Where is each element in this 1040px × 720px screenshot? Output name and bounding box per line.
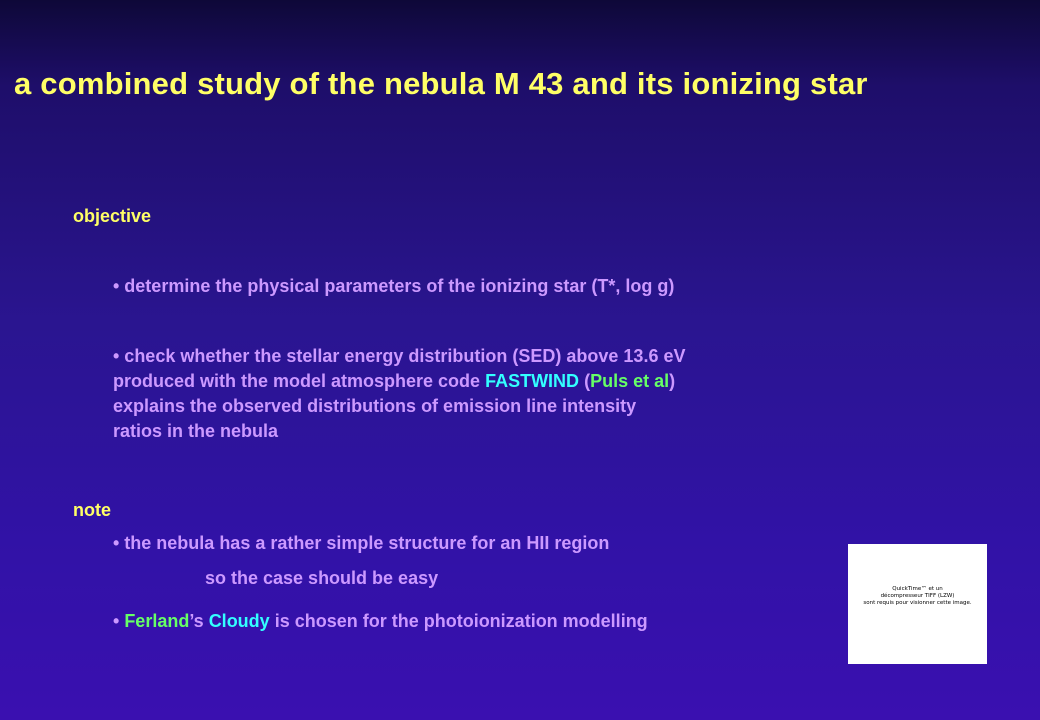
- qt-line3: sont requis pour visionner cette image.: [863, 600, 972, 606]
- fastwind-code-name: FASTWIND: [485, 371, 580, 391]
- objective-bullet-check-line1: • check whether the stellar energy distribution (SED) above 13.6 eV: [113, 346, 686, 366]
- note-bullet-structure-sub: so the case should be easy: [205, 568, 439, 588]
- paren-close: ): [669, 371, 676, 391]
- note-bullet-structure: • the nebula has a rather simple structure for an HII region: [113, 533, 610, 553]
- quicktime-placeholder-text: [850, 586, 985, 607]
- ferland-author: Ferland: [124, 611, 190, 631]
- objective-heading: objective: [73, 206, 152, 226]
- qt-line1: QuickTime™ et un: [892, 586, 943, 592]
- objective-bullet-check: [113, 344, 685, 444]
- slide-title: a combined study of the nebula M 43 and its ionizing star: [14, 66, 868, 101]
- cloudy-rest: is chosen for the photoionization modelling: [269, 611, 648, 631]
- objective-bullet-check-line3: explains the observed distributions of emission line intensity: [113, 396, 637, 416]
- objective-bullet-check-line2: [113, 369, 685, 394]
- qt-line2: décompresseur TIFF (LZW): [880, 593, 955, 599]
- quicktime-placeholder-image: [848, 544, 987, 664]
- bullet-mark: •: [113, 611, 125, 631]
- possessive: ’s: [189, 611, 209, 631]
- line2-text: produced with the model atmosphere code: [113, 371, 486, 391]
- note-bullet-cloudy: [113, 609, 648, 634]
- puls-authors: Puls et al: [590, 371, 670, 391]
- note-heading: note: [73, 500, 111, 520]
- cloudy-code-name: Cloudy: [208, 611, 270, 631]
- objective-bullet-determine: • determine the physical parameters of the ionizing star (T*, log g): [113, 276, 675, 296]
- objective-bullet-check-line4: ratios in the nebula: [113, 421, 279, 441]
- paren-open: (: [579, 371, 591, 391]
